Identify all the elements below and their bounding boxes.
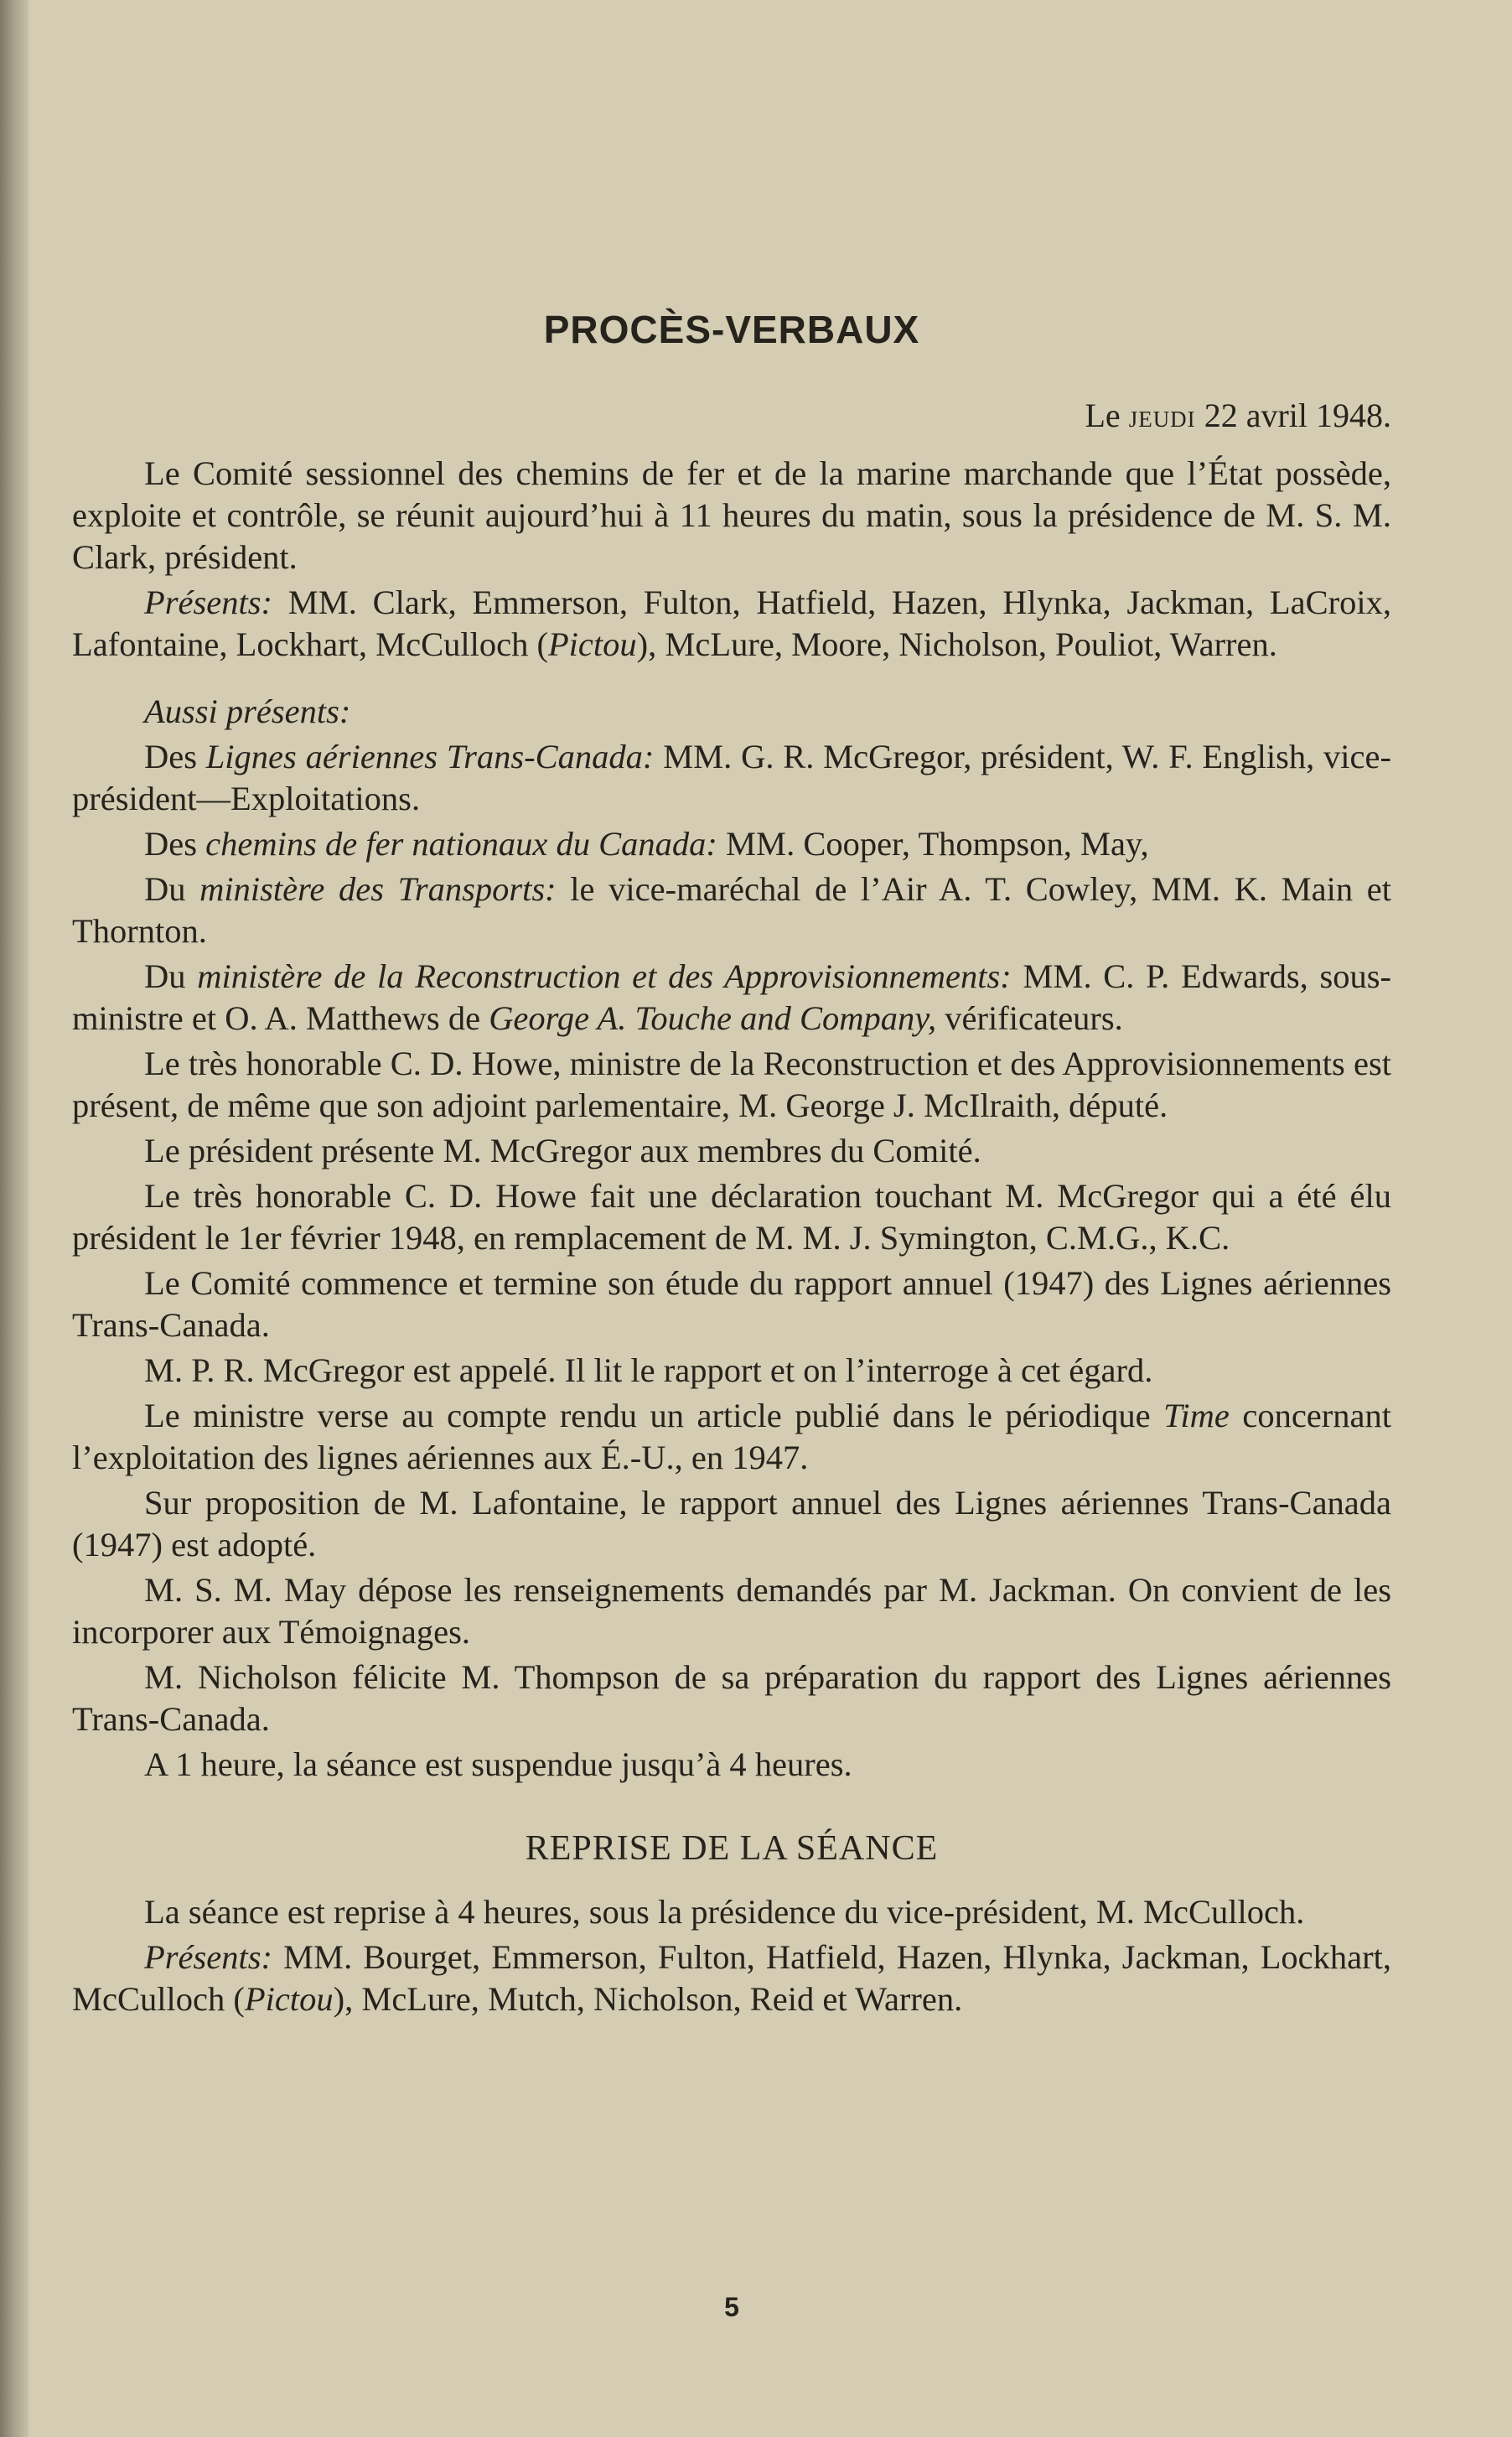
report-study-paragraph: Le Comité commence et termine son étude du rapport annuel (1947) des Lignes aériennes Trans-Canada.	[72, 1264, 1391, 1344]
afternoon-members-paragraph: Présents: MM. Bourget, Emmerson, Fulton, Hatfield, Hazen, Hlynka, Jackman, Lockhart, McCulloch (Pictou), McLure, Mutch, Nicholson, Reid et Warren.	[72, 1938, 1391, 2018]
document-page	[72, 0, 1391, 2437]
members-present-paragraph: Présents: MM. Clark, Emmerson, Fulton, Hatfield, Hazen, Hlynka, Jackman, LaCroix, Lafontaine, Lockhart, McCulloch (Pictou), McLure, Moore, Nicholson, Pouliot, Warren.	[72, 583, 1391, 663]
date-weekday: jeudi	[1128, 399, 1196, 434]
nicholson-congratulates-paragraph: M. Nicholson félicite M. Thompson de sa préparation du rapport des Lignes aériennes Trans-Canada.	[72, 1658, 1391, 1738]
minutes-body	[72, 453, 1391, 2024]
may-tables-paragraph: M. S. M. May dépose les renseignements demandés par M. Jackman. On convient de les incorporer aux Témoignages.	[72, 1571, 1391, 1651]
tca-attendees-paragraph: Des Lignes aériennes Trans-Canada: MM. G. R. McGregor, président, W. F. English, vice-président—Exploitations.	[72, 738, 1391, 817]
report-adopted-paragraph: Sur proposition de M. Lafontaine, le rapport annuel des Lignes aériennes Trans-Canada (1947) est adopté.	[72, 1484, 1391, 1563]
introduction-paragraph: Le président présente M. McGregor aux membres du Comité.	[144, 1132, 981, 1169]
meeting-date	[1085, 396, 1392, 435]
also-present-heading: Aussi présents:	[144, 692, 351, 730]
adjournment-paragraph: A 1 heure, la séance est suspendue jusqu’à 4 heures.	[144, 1745, 852, 1783]
cn-attendees-paragraph: Des chemins de fer nationaux du Canada: MM. Cooper, Thompson, May,	[144, 825, 1149, 863]
page-title: PROCÈS-VERBAUX	[543, 308, 920, 351]
date-rest: 22 avril 1948.	[1204, 397, 1391, 434]
time-article-paragraph: Le ministre verse au compte rendu un article publié dans le périodique Time concernant l’exploitation des lignes aériennes aux É.-U., en 1947.	[72, 1397, 1391, 1476]
reconstruction-attendees-paragraph: Du ministère de la Reconstruction et des Approvisionnements: MM. C. P. Edwards, sous-ministre et O. A. Matthews de George A. Touche and Company, vérificateurs.	[72, 957, 1391, 1037]
present-label: Présents:	[144, 1938, 272, 1976]
howe-present-paragraph: Le très honorable C. D. Howe, ministre de la Reconstruction et des Approvisionnements est présent, de même que son adjoint parlementaire, M. George J. McIlraith, député.	[72, 1045, 1391, 1124]
transport-attendees-paragraph: Du ministère des Transports: le vice-maréchal de l’Air A. T. Cowley, MM. K. Main et Thornton.	[72, 870, 1391, 950]
howe-statement-paragraph: Le très honorable C. D. Howe fait une déclaration touchant M. McGregor qui a été élu président le 1er février 1948, en remplacement de M. M. J. Symington, C.M.G., K.C.	[72, 1177, 1391, 1257]
resumption-heading: REPRISE DE LA SÉANCE	[525, 1829, 939, 1868]
page-number: 5	[724, 2292, 739, 2322]
book-spine-shadow	[0, 0, 28, 2437]
opening-paragraph: Le Comité sessionnel des chemins de fer et de la marine marchande que l’État possède, exploite et contrôle, se réunit aujourd’hui à 11 heures du matin, sous la présidence de M. S. M. Clark, président.	[72, 454, 1391, 576]
resumption-paragraph: La séance est reprise à 4 heures, sous la présidence du vice-président, M. McCulloch.	[144, 1893, 1305, 1931]
present-label: Présents:	[144, 583, 272, 621]
date-le: Le	[1085, 397, 1121, 434]
witness-called-paragraph: M. P. R. McGregor est appelé. Il lit le rapport et on l’interroge à cet égard.	[144, 1351, 1153, 1389]
